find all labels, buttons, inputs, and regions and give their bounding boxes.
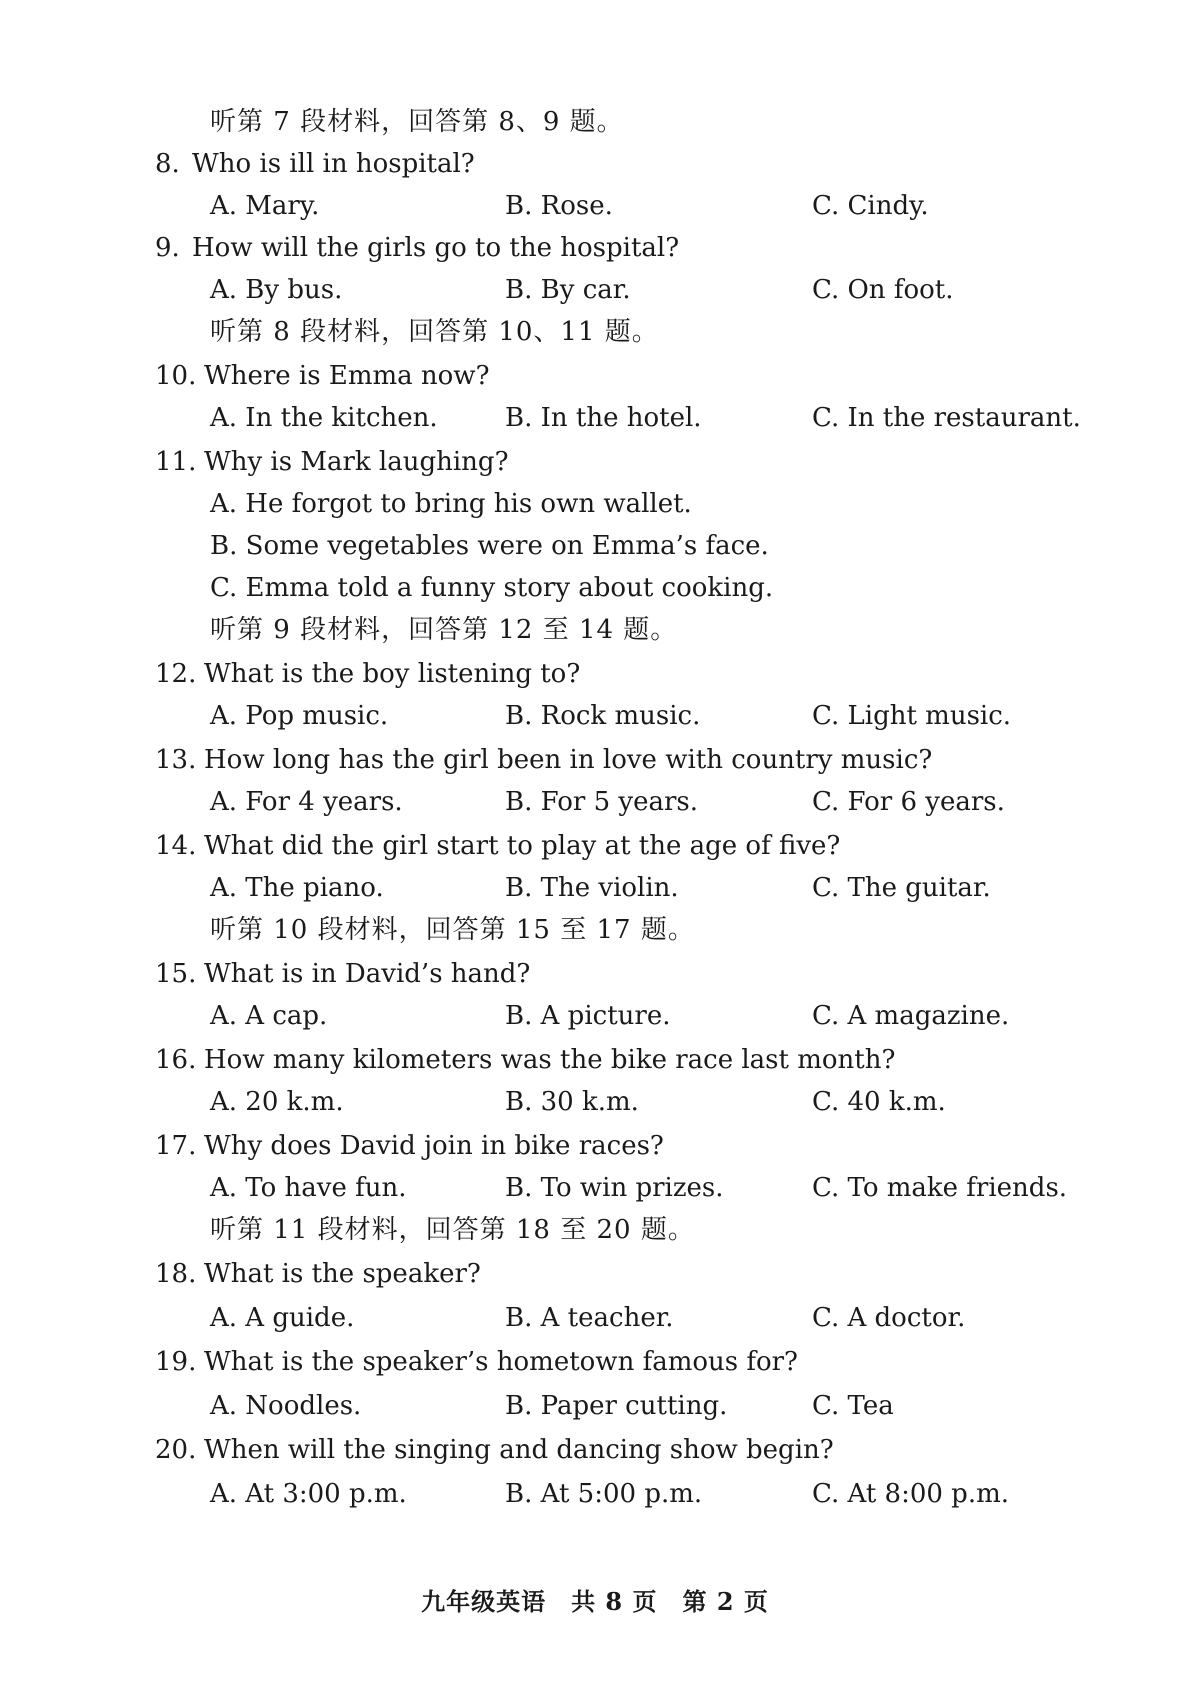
question-number: 9. (155, 233, 180, 263)
question-text: When will the singing and dancing show begin? (204, 1435, 834, 1465)
option-a: A. A cap. (210, 1001, 328, 1031)
option-a: A. In the kitchen. (210, 403, 438, 433)
question-number: 12. (155, 659, 197, 689)
option-a: A. Noodles. (210, 1391, 362, 1421)
question-number: 19. (155, 1347, 197, 1377)
option-b: B. A picture. (505, 1001, 671, 1031)
question-number: 18. (155, 1259, 197, 1289)
question-number: 8. (155, 149, 180, 179)
option-c: C. The guitar. (812, 873, 991, 903)
option-a: A. A guide. (210, 1303, 355, 1333)
option-c: C. 40 k.m. (812, 1087, 946, 1117)
option-c: C. A magazine. (812, 1001, 1010, 1031)
question-text: Why is Mark laughing? (204, 447, 509, 477)
option-b: B. The violin. (505, 873, 679, 903)
question-number: 17. (155, 1131, 197, 1161)
option-a: A. By bus. (210, 275, 343, 305)
option-a: A. For 4 years. (210, 787, 403, 817)
section-instruction-8: 听第 8 段材料，回答第 10、11 题。 (210, 317, 659, 347)
option-c: C. Light music. (812, 701, 1012, 731)
question-text: What did the girl start to play at the age of five? (204, 831, 841, 861)
option-c: C. To make friends. (812, 1173, 1068, 1203)
section-instruction-11: 听第 11 段材料，回答第 18 至 20 题。 (210, 1215, 695, 1245)
option-c: C. At 8:00 p.m. (812, 1479, 1010, 1509)
question-text: Why does David join in bike races? (204, 1131, 664, 1161)
option-a: A. Pop music. (210, 701, 389, 731)
question-text: What is the speaker’s hometown famous for? (204, 1347, 799, 1377)
question-number: 14. (155, 831, 197, 861)
option-b: B. 30 k.m. (505, 1087, 639, 1117)
question-number: 15. (155, 959, 197, 989)
option-a: A. The piano. (210, 873, 384, 903)
question-number: 20. (155, 1435, 197, 1465)
option-a: A. 20 k.m. (210, 1087, 344, 1117)
question-number: 11. (155, 447, 197, 477)
question-text: How will the girls go to the hospital? (192, 233, 680, 263)
question-text: What is in David’s hand? (204, 959, 531, 989)
question-text: How long has the girl been in love with country music? (204, 745, 933, 775)
section-instruction-9: 听第 9 段材料，回答第 12 至 14 题。 (210, 615, 678, 645)
option-c: C. Tea (812, 1391, 894, 1421)
question-number: 16. (155, 1045, 197, 1075)
option-b: B. Paper cutting. (505, 1391, 728, 1421)
option-a: A. To have fun. (210, 1173, 407, 1203)
section-instruction-7: 听第 7 段材料，回答第 8、9 题。 (210, 107, 624, 137)
page-footer: 九年级英语 共 8 页 第 2 页 (421, 1587, 769, 1616)
option-c: C. For 6 years. (812, 787, 1005, 817)
question-text: What is the boy listening to? (204, 659, 581, 689)
option-a: A. Mary. (210, 191, 320, 221)
question-text: What is the speaker? (204, 1259, 481, 1289)
question-text: Where is Emma now? (204, 361, 490, 391)
option-b: B. In the hotel. (505, 403, 702, 433)
option-b: B. By car. (505, 275, 631, 305)
option-c: C. In the restaurant. (812, 403, 1081, 433)
option-b: B. To win prizes. (505, 1173, 724, 1203)
option-c: C. On foot. (812, 275, 954, 305)
option-c: C. A doctor. (812, 1303, 966, 1333)
option-11-a: A. He forgot to bring his own wallet. (210, 489, 692, 519)
option-b: B. A teacher. (505, 1303, 674, 1333)
option-11-b: B. Some vegetables were on Emma’s face. (210, 531, 769, 561)
option-11-c: C. Emma told a funny story about cooking. (210, 573, 774, 603)
question-number: 13. (155, 745, 197, 775)
option-b: B. Rose. (505, 191, 613, 221)
option-b: B. For 5 years. (505, 787, 699, 817)
option-a: A. At 3:00 p.m. (210, 1479, 407, 1509)
option-b: B. Rock music. (505, 701, 701, 731)
section-instruction-10: 听第 10 段材料，回答第 15 至 17 题。 (210, 915, 695, 945)
option-c: C. Cindy. (812, 191, 929, 221)
option-b: B. At 5:00 p.m. (505, 1479, 703, 1509)
question-text: Who is ill in hospital? (192, 149, 475, 179)
question-number: 10. (155, 361, 197, 391)
question-text: How many kilometers was the bike race last month? (204, 1045, 896, 1075)
